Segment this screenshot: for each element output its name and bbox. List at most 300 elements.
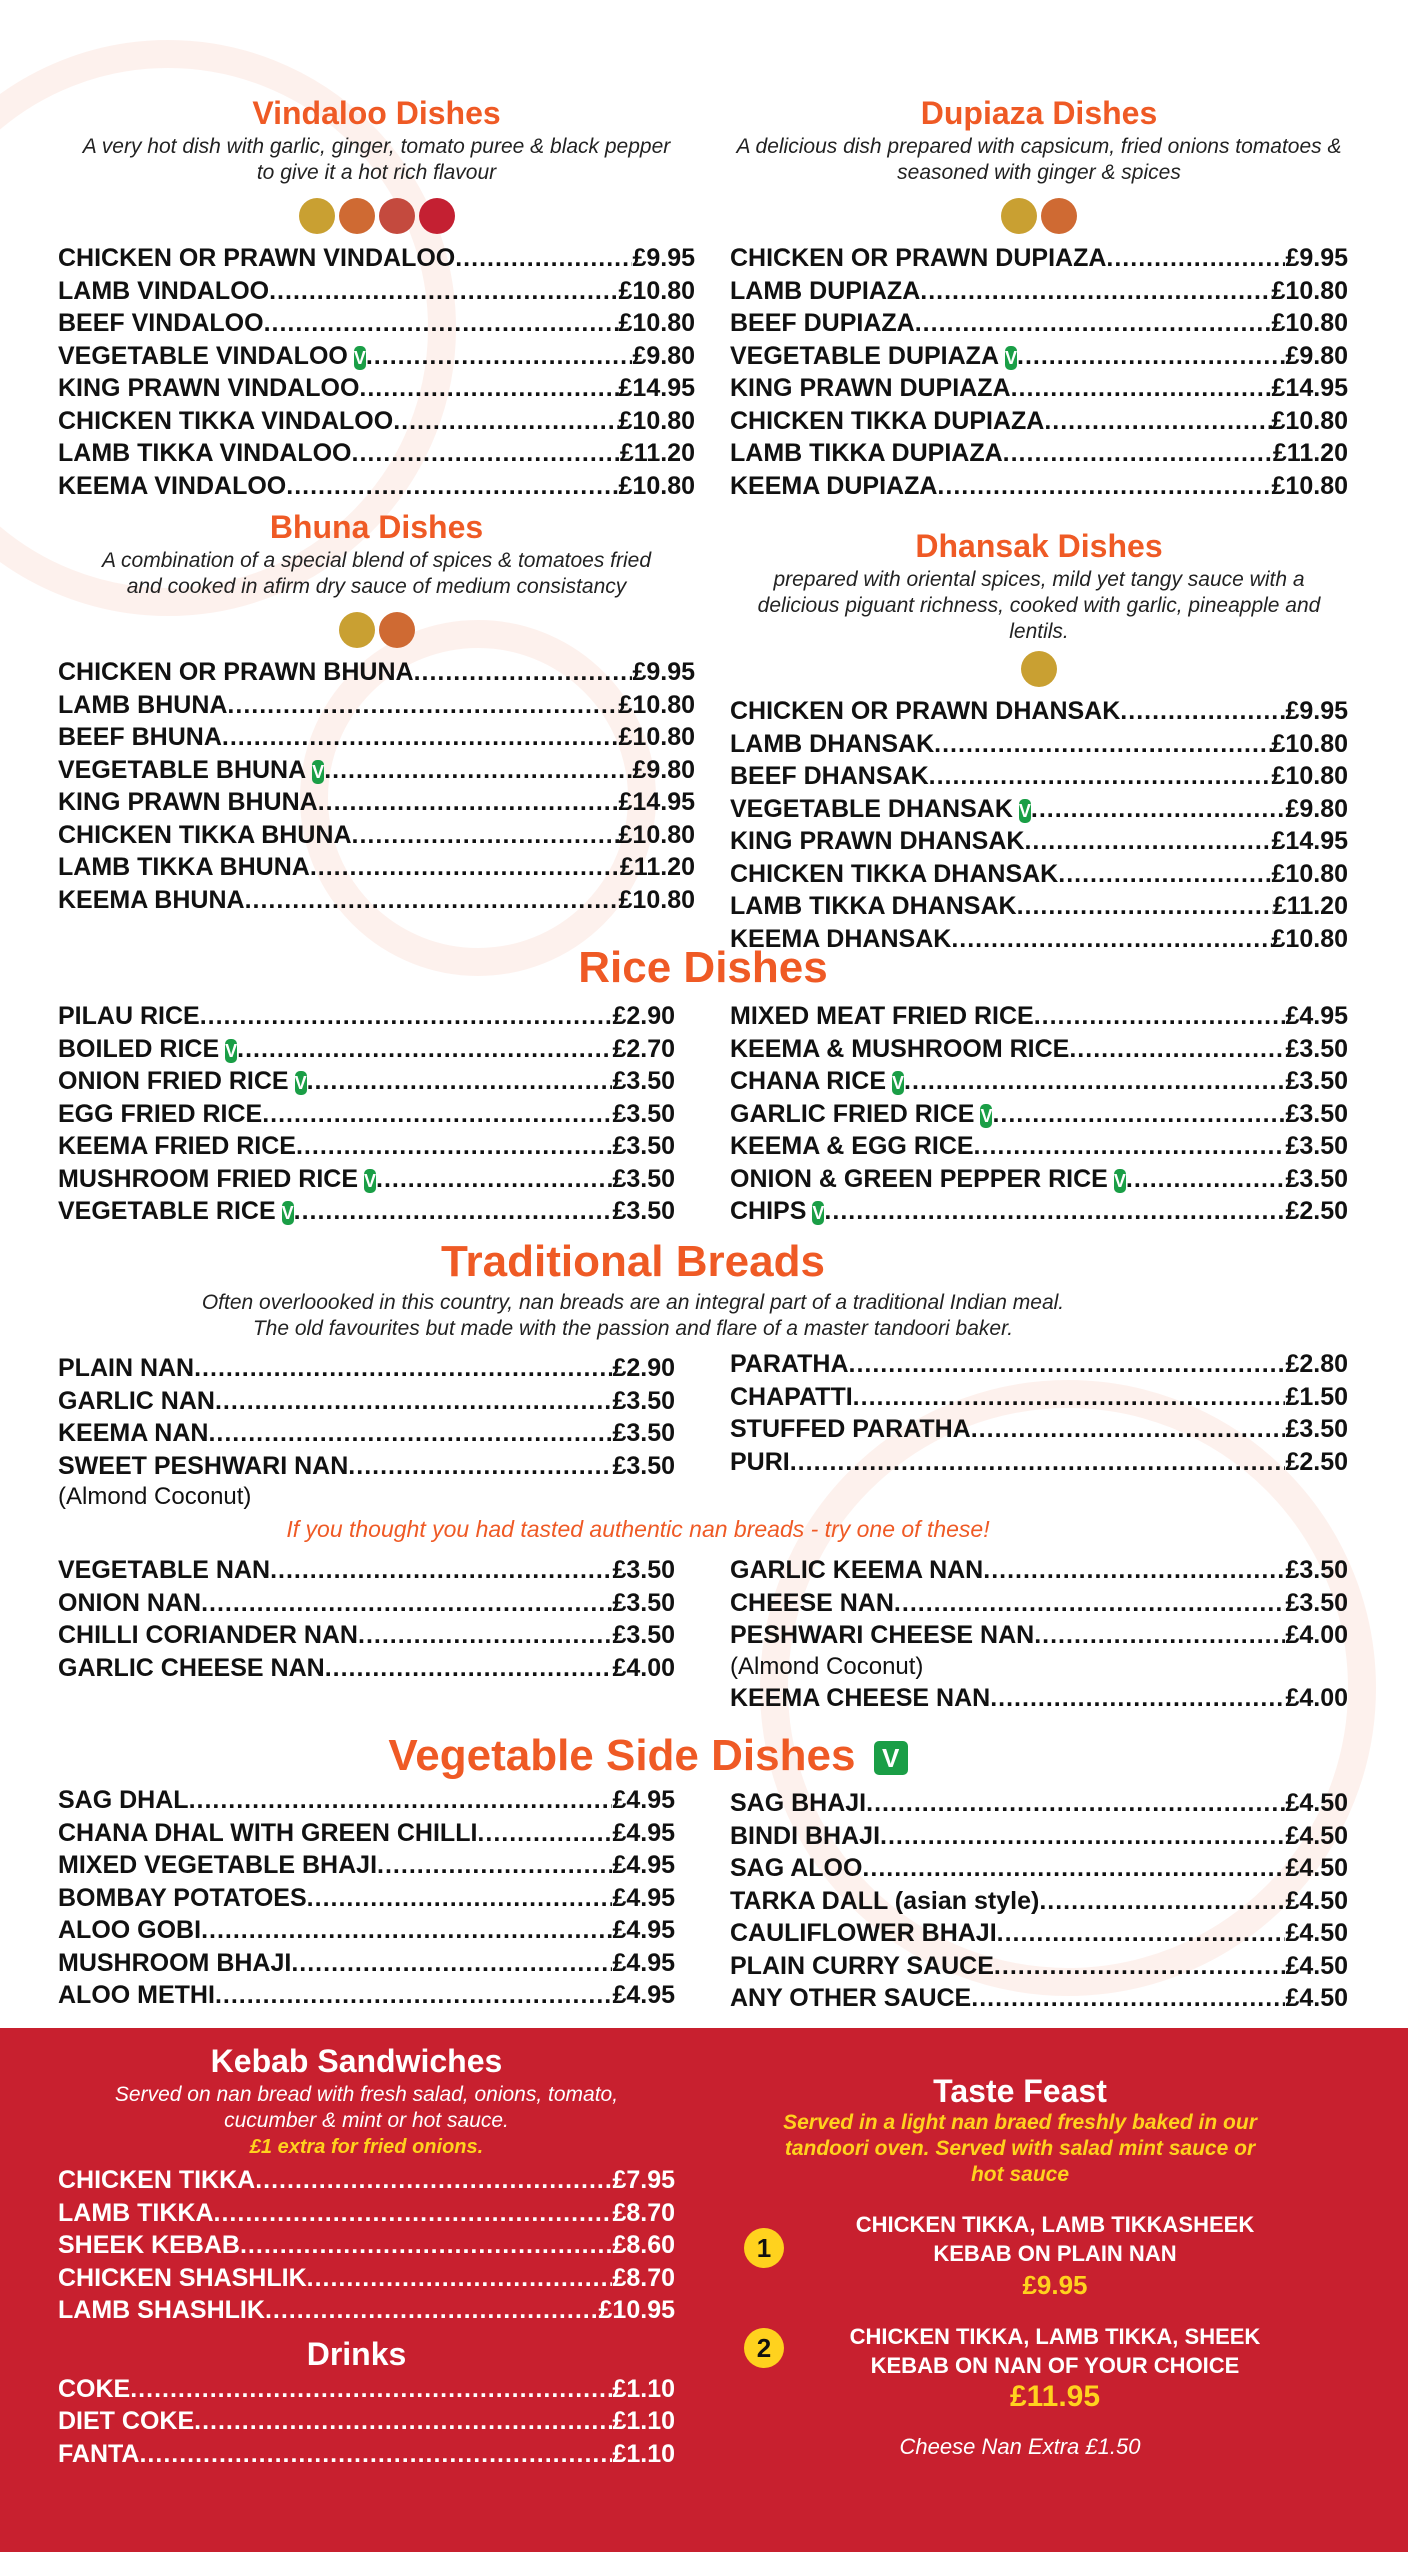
breads-list-right [730, 1348, 1348, 1478]
item-price: £4.95 [612, 1948, 675, 1977]
item-name: BOILED RICE [58, 1034, 220, 1063]
dot-leader [227, 689, 618, 722]
item-name: VEGETABLE DHANSAK [730, 794, 1013, 823]
menu-item [58, 1000, 675, 1033]
item-name: ONION FRIED RICE [58, 1067, 289, 1095]
menu-item [58, 437, 695, 470]
spice-dot-icon [419, 198, 455, 234]
dot-leader [1106, 242, 1285, 275]
dot-leader [237, 1033, 612, 1066]
menu-item [58, 1195, 675, 1228]
menu-item [730, 405, 1348, 438]
menu-item [730, 1033, 1348, 1066]
item-price: £10.80 [618, 723, 695, 751]
item-name: VEGETABLE RICE [58, 1197, 276, 1225]
dot-leader [1017, 890, 1273, 923]
menu-item [58, 1554, 675, 1587]
dot-leader [264, 307, 619, 340]
breads-list-left [58, 1352, 675, 1482]
section-title-text: Vegetable Side Dishes [388, 1731, 856, 1780]
item-name: FANTA [58, 2439, 140, 2468]
menu-item [58, 2164, 675, 2197]
veg-icon: V [980, 1105, 993, 1126]
menu-item [730, 890, 1348, 923]
menu-item [730, 1413, 1348, 1446]
menu-item [730, 1917, 1348, 1950]
menu-item [58, 1065, 675, 1098]
spice-dot-icon [299, 198, 335, 234]
item-price: £11.20 [1272, 892, 1348, 920]
section-title: Traditional Breads [441, 1237, 825, 1286]
menu-list [730, 242, 1348, 502]
feast-option [740, 2322, 1300, 2414]
dot-leader [269, 275, 618, 308]
item-name: LAMB DHANSAK [730, 729, 935, 758]
menu-item [730, 1130, 1348, 1163]
menu-item [730, 1682, 1348, 1715]
item-name: VEGETABLE VINDALOO [58, 341, 348, 370]
menu-item [730, 437, 1348, 470]
dot-leader [1017, 340, 1285, 373]
menu-item [730, 1000, 1348, 1033]
menu-item [58, 1849, 675, 1882]
item-name: VEGETABLE DUPIAZA [730, 341, 999, 370]
veg-icon: V [1018, 800, 1031, 821]
dot-leader [291, 1947, 612, 1980]
dot-leader [1011, 372, 1272, 405]
item-name: KEEMA BHUNA [58, 885, 245, 914]
item-name: GARLIC NAN [58, 1386, 215, 1415]
item-name: TARKA DALL (asian style) [730, 1886, 1040, 1915]
dot-leader [294, 1195, 613, 1228]
dot-leader [307, 2262, 613, 2295]
item-note: (Almond Coconut) [730, 1652, 924, 1680]
dot-leader [255, 2164, 612, 2197]
item-name: KEEMA FRIED RICE [58, 1132, 296, 1160]
item-price: £3.50 [612, 1164, 675, 1193]
feast-footnote: Cheese Nan Extra £1.50 [899, 2434, 1141, 2459]
feast-options [740, 2210, 1300, 2414]
menu-list [730, 695, 1348, 955]
breads-list-right-2 [730, 1554, 1348, 1652]
dot-leader [1039, 1885, 1285, 1918]
item-price: £3.50 [1285, 1132, 1348, 1160]
item-name: PARATHA [730, 1350, 849, 1378]
menu-item [730, 695, 1348, 728]
item-price: £3.50 [1285, 1034, 1348, 1063]
item-name: LAMB BHUNA [58, 690, 228, 719]
dot-leader [245, 884, 619, 917]
veg-sides-list-left [58, 1784, 675, 2012]
bhuna-section [58, 508, 695, 916]
dot-leader [348, 1450, 612, 1483]
item-name: CHICKEN TIKKA VINDALOO [58, 406, 394, 435]
menu-item [730, 1852, 1348, 1885]
menu-item [58, 1652, 675, 1685]
dupiaza-section [730, 94, 1348, 502]
dot-leader [376, 1163, 612, 1196]
item-name: ONION NAN [58, 1588, 202, 1617]
item-name: LAMB DUPIAZA [730, 276, 921, 305]
section-title: Bhuna Dishes [269, 509, 484, 545]
option-price: £11.95 [1009, 2380, 1101, 2413]
menu-item [58, 1817, 675, 1850]
dot-leader [790, 1446, 1286, 1479]
spice-dot-icon [1001, 198, 1037, 234]
item-price: £10.80 [1271, 762, 1348, 790]
item-price: £4.00 [1285, 1683, 1348, 1712]
item-name: CHICKEN TIKKA [58, 2166, 256, 2194]
item-price: £2.50 [1285, 1447, 1348, 1476]
dot-leader [359, 372, 618, 405]
item-name: KEEMA DHANSAK [730, 924, 952, 953]
option-number-icon: 1 [744, 2228, 784, 2268]
rice-list-left [58, 1000, 675, 1228]
menu-item [58, 372, 695, 405]
item-price: £10.80 [1271, 924, 1348, 953]
menu-item [58, 656, 695, 689]
item-price: £3.50 [612, 1419, 675, 1447]
item-name: DIET COKE [58, 2407, 195, 2435]
item-price: £4.95 [612, 1883, 675, 1912]
dot-leader [983, 1554, 1285, 1587]
item-price: £8.70 [612, 2198, 675, 2227]
item-name: PURI [730, 1447, 790, 1476]
item-name: CHICKEN OR PRAWN DUPIAZA [730, 244, 1107, 272]
menu-item [58, 884, 695, 917]
item-price: £4.95 [612, 1851, 675, 1879]
breads-list-left-2 [58, 1554, 675, 1684]
dot-leader [934, 728, 1271, 761]
menu-item [730, 1163, 1348, 1196]
item-name: CHICKEN OR PRAWN DHANSAK [730, 697, 1121, 725]
dot-leader [929, 760, 1272, 793]
veg-sides-section [58, 1730, 1348, 2012]
dot-leader [1069, 1033, 1285, 1066]
item-name: PLAIN NAN [58, 1354, 195, 1382]
menu-item [730, 1381, 1348, 1414]
kebab-section [58, 2042, 675, 2470]
dot-leader [325, 1652, 613, 1685]
item-price: £4.50 [1285, 1951, 1348, 1980]
item-name: PLAIN CURRY SAUCE [730, 1951, 994, 1980]
menu-item [58, 1784, 675, 1817]
red-band [0, 2028, 1408, 2552]
veg-icon: V [812, 1203, 825, 1223]
item-price: £14.95 [1271, 827, 1348, 855]
vindaloo-section [58, 94, 695, 502]
rice-section [58, 942, 1348, 1225]
item-name: SAG DHAL [58, 1786, 189, 1814]
item-price: £9.80 [632, 755, 695, 784]
item-name: CHIPS [730, 1197, 807, 1225]
menu-item [730, 1982, 1348, 2015]
option-text: CHICKEN TIKKA, LAMB TIKKA, SHEEK KEBAB ON NAN OF YOUR CHOICE [849, 2324, 1261, 2378]
item-name: BOMBAY POTATOES [58, 1883, 307, 1912]
item-name: BEEF BHUNA [58, 723, 222, 751]
veg-icon: V [294, 1073, 307, 1093]
dot-leader [1003, 437, 1273, 470]
option-price: £9.95 [1022, 2270, 1088, 2300]
item-price: £3.50 [612, 1386, 675, 1415]
item-price: £1.10 [612, 2439, 675, 2468]
item-name: CHAPATTI [730, 1382, 853, 1411]
kebab-list [58, 2164, 675, 2327]
item-name: CHICKEN SHASHLIK [58, 2263, 307, 2292]
item-name: MUSHROOM FRIED RICE [58, 1164, 358, 1193]
dot-leader [1031, 793, 1286, 826]
menu-item [58, 721, 695, 754]
menu-list [58, 656, 695, 916]
item-name: KEEMA & MUSHROOM RICE [730, 1034, 1070, 1063]
item-price: £11.20 [619, 853, 695, 881]
item-price: £10.80 [618, 309, 695, 337]
item-price: £3.50 [612, 1099, 675, 1128]
item-price: £10.80 [1271, 309, 1348, 337]
dot-leader [189, 1784, 613, 1817]
menu-item [58, 2197, 675, 2230]
dot-leader [393, 405, 618, 438]
item-price: £2.80 [1285, 1350, 1348, 1378]
item-name: ANY OTHER SAUCE [730, 1984, 972, 2012]
spice-dot-icon [1021, 651, 1057, 687]
spice-level [58, 612, 695, 650]
item-price: £9.95 [632, 658, 695, 686]
dot-leader [1126, 1163, 1286, 1196]
section-title: Kebab Sandwiches [210, 2043, 503, 2079]
veg-icon: V [225, 1040, 238, 1061]
item-name: LAMB SHASHLIK [58, 2296, 265, 2324]
menu-item [58, 470, 695, 503]
item-price: £4.50 [1285, 1789, 1348, 1817]
dot-leader [971, 1413, 1286, 1446]
menu-item [730, 1446, 1348, 1479]
item-price: £4.00 [1285, 1621, 1348, 1649]
spice-level [730, 651, 1348, 689]
menu-item [58, 786, 695, 819]
item-price: £4.50 [1285, 1821, 1348, 1850]
dot-leader [849, 1348, 1286, 1381]
spice-dot-icon [1041, 198, 1077, 234]
menu-item [58, 1417, 675, 1450]
menu-item [58, 2229, 675, 2262]
section-description: Served on nan bread with fresh salad, onions, tomato, cucumber & mint or hot sauce. [114, 2083, 619, 2132]
dot-leader [215, 1385, 613, 1418]
menu-item [730, 1195, 1348, 1228]
dot-leader [455, 242, 632, 275]
item-price: £10.80 [618, 406, 695, 435]
dot-leader [208, 1417, 612, 1450]
menu-item [58, 1352, 675, 1385]
dot-leader [296, 1130, 612, 1163]
dot-leader [352, 437, 620, 470]
menu-item [730, 242, 1348, 275]
item-price: £11.20 [619, 439, 695, 467]
item-name: SHEEK KEBAB [58, 2231, 240, 2259]
item-name: CHANA RICE [730, 1067, 887, 1095]
item-name: SWEET PESHWARI NAN [58, 1451, 349, 1480]
section-title: Dhansak Dishes [915, 528, 1163, 564]
item-name: VEGETABLE NAN [58, 1556, 271, 1584]
item-price: £3.50 [612, 1197, 675, 1225]
feast-section [740, 2072, 1300, 2460]
item-price: £3.50 [1285, 1588, 1348, 1617]
dot-leader [1058, 858, 1271, 891]
item-price: £4.95 [612, 1981, 675, 2009]
item-price: £3.50 [1285, 1067, 1348, 1095]
menu-item [730, 728, 1348, 761]
item-price: £9.80 [1285, 341, 1348, 370]
menu-item [58, 1947, 675, 1980]
item-name: LAMB TIKKA DUPIAZA [730, 439, 1003, 467]
item-price: £1.50 [1285, 1382, 1348, 1411]
spice-level [58, 198, 695, 236]
item-name: LAMB TIKKA VINDALOO [58, 439, 352, 467]
dot-leader [414, 656, 633, 689]
item-name: ONION & GREEN PEPPER RICE [730, 1164, 1108, 1193]
section-title: Taste Feast [933, 2073, 1107, 2109]
item-price: £1.10 [612, 2407, 675, 2435]
menu-item [58, 1619, 675, 1652]
dot-leader [904, 1065, 1285, 1098]
item-name: MUSHROOM BHAJI [58, 1948, 292, 1977]
dot-leader [358, 1619, 612, 1652]
dot-leader [915, 307, 1272, 340]
menu-list [58, 242, 695, 502]
item-name: BEEF VINDALOO [58, 309, 264, 337]
menu-item [58, 1130, 675, 1163]
section-title: Rice Dishes [578, 943, 828, 992]
menu-item [58, 2262, 675, 2295]
menu-item [58, 405, 695, 438]
item-price: £2.50 [1285, 1197, 1348, 1225]
spice-dot-icon [379, 198, 415, 234]
item-price: £4.95 [1285, 1002, 1348, 1030]
menu-item [58, 340, 695, 373]
item-name: CHANA DHAL WITH GREEN CHILLI [58, 1818, 478, 1847]
item-name: CHICKEN TIKKA DHANSAK [730, 859, 1059, 888]
dot-leader [920, 275, 1271, 308]
dot-leader [310, 851, 620, 884]
spice-dot-icon [379, 612, 415, 648]
dot-leader [262, 1098, 612, 1131]
item-name: GARLIC KEEMA NAN [730, 1556, 984, 1584]
menu-item [58, 1098, 675, 1131]
item-name: SAG ALOO [730, 1854, 863, 1882]
menu-item [730, 1820, 1348, 1853]
menu-item [58, 689, 695, 722]
menu-item [730, 1619, 1348, 1652]
item-price: £9.80 [632, 341, 695, 370]
item-name: MIXED MEAT FRIED RICE [730, 1002, 1034, 1030]
item-name: CHICKEN TIKKA BHUNA [58, 820, 352, 849]
menu-item [58, 1385, 675, 1418]
dot-leader [971, 1982, 1285, 2015]
item-price: £8.60 [612, 2231, 675, 2259]
item-price: £10.80 [618, 820, 695, 849]
dot-leader [270, 1554, 612, 1587]
item-price: £14.95 [618, 374, 695, 402]
dot-leader [352, 819, 619, 852]
dot-leader [318, 786, 619, 819]
item-name: CHICKEN TIKKA DUPIAZA [730, 406, 1045, 435]
menu-item [730, 470, 1348, 503]
item-name: KING PRAWN VINDALOO [58, 374, 360, 402]
item-price: £3.50 [612, 1132, 675, 1160]
dot-leader [215, 1979, 613, 2012]
item-name: PILAU RICE [58, 1002, 200, 1030]
item-name: LAMB TIKKA DHANSAK [730, 892, 1017, 920]
option-number-icon: 2 [744, 2328, 784, 2368]
item-price: £4.95 [612, 1818, 675, 1847]
veg-icon: V [1113, 1170, 1126, 1191]
menu-item [730, 1554, 1348, 1587]
dot-leader [894, 1587, 1286, 1620]
menu-item [730, 825, 1348, 858]
dot-leader [377, 1849, 612, 1882]
section-description: A very hot dish with garlic, ginger, tomato puree & black pepper to give it a hot rich flavour [82, 135, 671, 184]
item-price: £3.50 [612, 1556, 675, 1584]
item-price: £14.95 [1271, 374, 1348, 402]
dot-leader [286, 470, 618, 503]
item-price: £10.80 [1271, 276, 1348, 305]
item-price: £9.80 [1285, 794, 1348, 823]
menu-item [730, 760, 1348, 793]
dot-leader [974, 1130, 1286, 1163]
rice-list-right [730, 1000, 1348, 1228]
dot-leader [1034, 1000, 1286, 1033]
item-name: STUFFED PARATHA [730, 1415, 971, 1443]
item-name: GARLIC CHEESE NAN [58, 1653, 325, 1682]
item-price: £2.90 [612, 1002, 675, 1030]
dot-leader [866, 1787, 1285, 1820]
menu-item [58, 242, 695, 275]
item-price: £2.90 [612, 1354, 675, 1382]
menu-item [58, 1587, 675, 1620]
item-price: £11.20 [1272, 439, 1348, 467]
item-price: £9.95 [1285, 244, 1348, 272]
menu-item [730, 1348, 1348, 1381]
menu-item [58, 2405, 675, 2438]
item-price: £10.80 [1271, 859, 1348, 888]
item-name: KEEMA VINDALOO [58, 471, 287, 500]
menu-item [58, 1914, 675, 1947]
item-price: £3.50 [1285, 1415, 1348, 1443]
veg-icon: V [281, 1203, 294, 1223]
item-price: £7.95 [612, 2166, 675, 2194]
item-name: BEEF DUPIAZA [730, 309, 915, 337]
bread-tagline: If you thought you had tasted authentic nan breads - try one of these! [286, 1516, 990, 1542]
veg-icon: V [1005, 347, 1018, 368]
veg-icon: V [874, 1741, 908, 1775]
section-description: Often overloooked in this country, nan breads are an integral part of a traditional Indian meal. The old favourites but made with the passion and flare of a master tandoori baker. [201, 1291, 1065, 1340]
option-text: CHICKEN TIKKA, LAMB TIKKASHEEK KEBAB ON PLAIN NAN [855, 2212, 1255, 2266]
dot-leader [194, 1352, 612, 1385]
item-price: £1.10 [612, 2374, 675, 2403]
item-name: EGG FRIED RICE [58, 1099, 263, 1128]
item-name: LAMB TIKKA [58, 2198, 214, 2227]
item-name: BINDI BHAJI [730, 1821, 881, 1850]
dot-leader [937, 470, 1271, 503]
dot-leader [265, 2294, 599, 2327]
breads-section [58, 1236, 1348, 1712]
section-title: Dupiaza Dishes [920, 95, 1158, 131]
menu-item [730, 1587, 1348, 1620]
dot-leader [366, 340, 633, 373]
item-name: LAMB VINDALOO [58, 276, 270, 305]
dot-leader [880, 1820, 1285, 1853]
section-description: prepared with oriental spices, mild yet tangy sauce with a delicious piguant richness, cooked with garlic, pineapple and lentils. [757, 568, 1321, 643]
